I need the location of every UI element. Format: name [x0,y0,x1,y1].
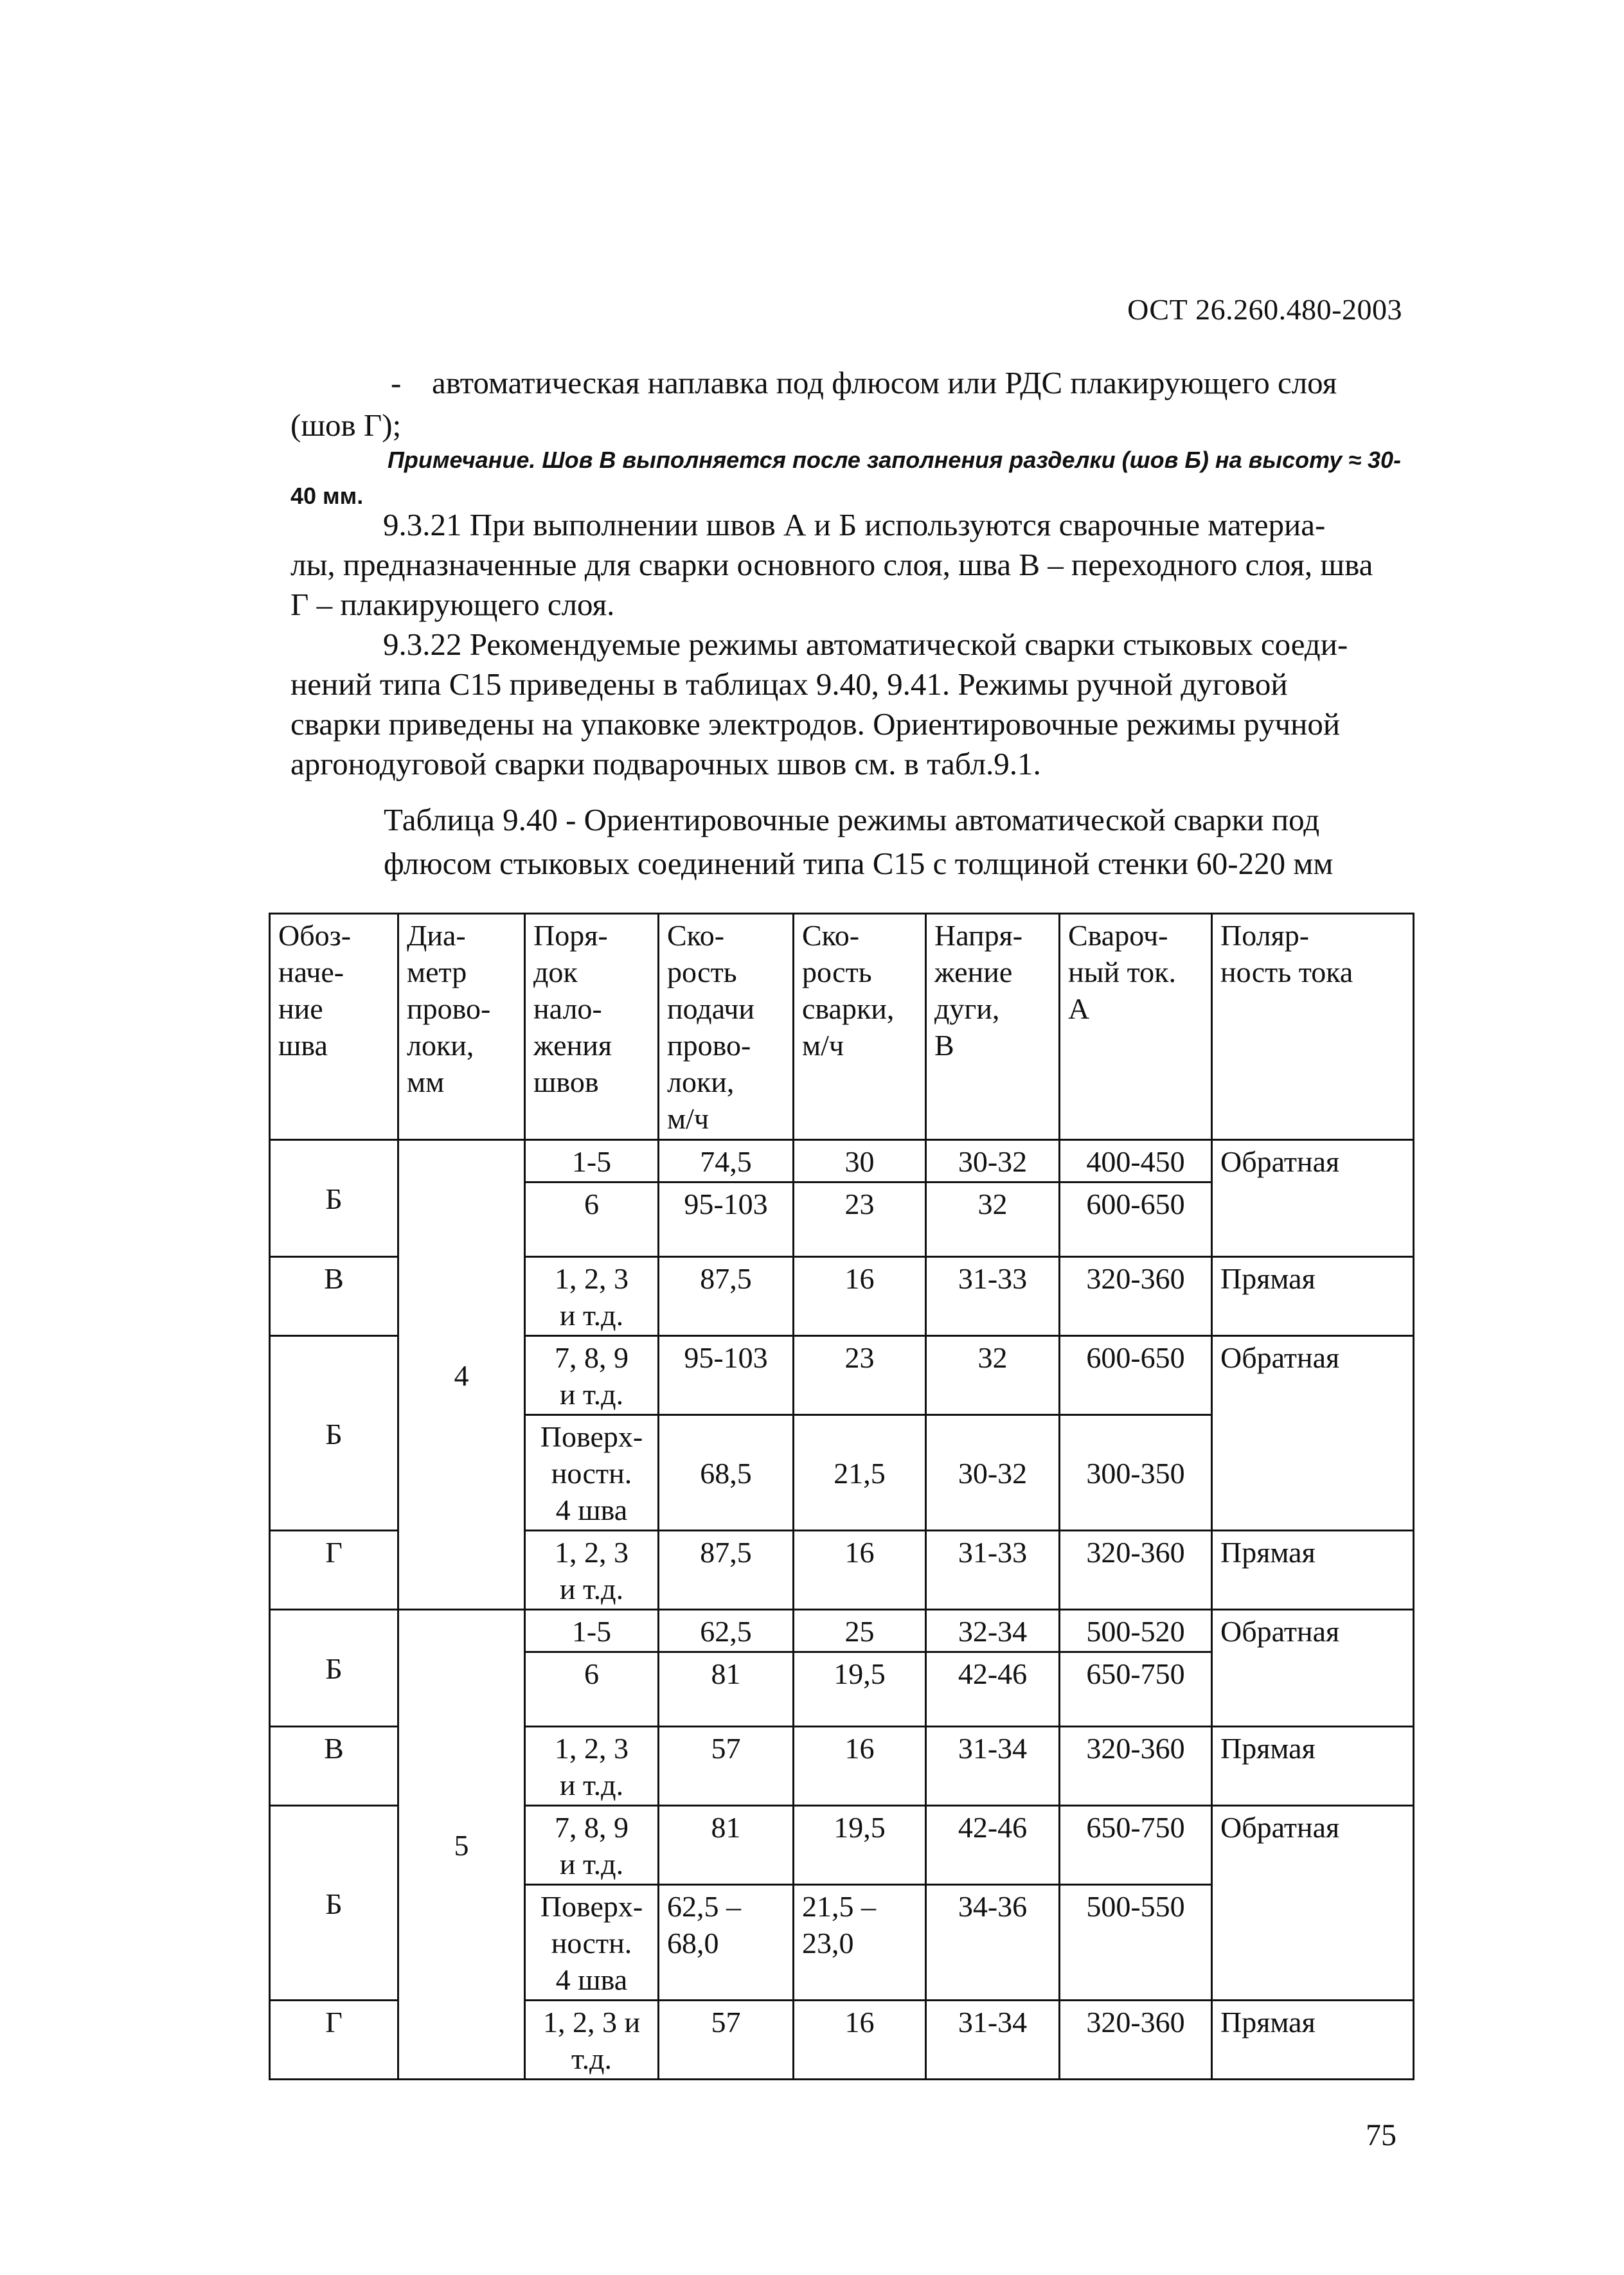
note-text: 40 мм. [290,483,364,509]
paragraph-line: лы, предназначенные для сварки основного слоя, шва В – переходного слоя, шва [290,547,1373,582]
polarity-cell: Обратная [1212,1336,1414,1531]
order-cell: 7, 8, 9 и т.д. [525,1336,659,1415]
speed-cell: 25 [794,1610,926,1652]
feed-cell: 62,5 [659,1610,794,1652]
order-cell: 1, 2, 3 и т.д. [525,2001,659,2080]
current-cell: 320-360 [1060,1727,1212,1806]
seam-cell: Б [270,1140,398,1257]
polarity-cell: Прямая [1212,2001,1414,2080]
table-header-row [270,914,1414,1140]
current-cell: 600-650 [1060,1182,1212,1257]
current-cell: 300-350 [1060,1415,1212,1531]
feed-cell: 74,5 [659,1140,794,1182]
feed-cell: 62,5 – 68,0 [659,1885,794,2001]
voltage-cell: 30-32 [926,1415,1060,1531]
feed-cell: 57 [659,1727,794,1806]
current-cell: 600-650 [1060,1336,1212,1415]
polarity-cell: Прямая [1212,1531,1414,1610]
paragraph-line: Г – плакирующего слоя. [290,587,615,622]
speed-cell: 19,5 [794,1652,926,1727]
voltage-cell: 32-34 [926,1610,1060,1652]
feed-cell: 87,5 [659,1257,794,1336]
header-welding-speed: Ско- рость сварки, м/ч [794,914,926,1140]
order-cell: 1, 2, 3 и т.д. [525,1257,659,1336]
current-cell: 650-750 [1060,1652,1212,1727]
speed-cell: 16 [794,1531,926,1610]
seam-cell: Г [270,1531,398,1610]
order-cell: Поверх- ностн. 4 шва [525,1885,659,2001]
current-cell: 320-360 [1060,1257,1212,1336]
order-cell: 6 [525,1652,659,1727]
speed-cell: 21,5 – 23,0 [794,1885,926,2001]
seam-cell: В [270,1727,398,1806]
speed-cell: 23 [794,1182,926,1257]
speed-cell: 21,5 [794,1415,926,1531]
seam-cell: В [270,1257,398,1336]
page-number: 75 [1366,2118,1396,2152]
order-cell: Поверх- ностн. 4 шва [525,1415,659,1531]
current-cell: 500-520 [1060,1610,1212,1652]
welding-modes-table [269,913,1414,2080]
order-cell: 1-5 [525,1140,659,1182]
voltage-cell: 32 [926,1182,1060,1257]
feed-cell: 95-103 [659,1336,794,1415]
paragraph-line: аргонодуговой сварки подварочных швов см. в табл.9.1. [290,746,1041,781]
voltage-cell: 31-33 [926,1257,1060,1336]
header-current: Свароч- ный ток. А [1060,914,1212,1140]
voltage-cell: 31-33 [926,1531,1060,1610]
paragraph-line: сварки приведены на упаковке электродов. Ориентировочные режимы ручной [290,706,1341,742]
seam-cell: Б [270,1806,398,2001]
speed-cell: 19,5 [794,1806,926,1885]
header-feed-speed: Ско- рость подачи прово- локи, м/ч [659,914,794,1140]
current-cell: 320-360 [1060,1531,1212,1610]
text-line: автоматическая наплавка под флюсом или РДС плакирующего слоя [432,365,1337,400]
feed-cell: 81 [659,1806,794,1885]
voltage-cell: 31-34 [926,2001,1060,2080]
paragraph-line: 9.3.22 Рекомендуемые режимы автоматической сварки стыковых соеди- [383,627,1348,662]
caption-line: Таблица 9.40 - Ориентировочные режимы автоматической сварки под [384,802,1320,837]
voltage-cell: 42-46 [926,1652,1060,1727]
current-cell: 500-550 [1060,1885,1212,2001]
speed-cell: 23 [794,1336,926,1415]
speed-cell: 16 [794,2001,926,2080]
current-cell: 400-450 [1060,1140,1212,1182]
feed-cell: 57 [659,2001,794,2080]
feed-cell: 81 [659,1652,794,1727]
text-line: (шов Г); [290,407,402,443]
seam-cell: Б [270,1336,398,1531]
feed-cell: 68,5 [659,1415,794,1531]
header-diameter: Диа- метр прово- локи, мм [398,914,525,1140]
seam-cell: Б [270,1610,398,1727]
polarity-cell: Обратная [1212,1140,1414,1257]
table-caption [384,798,1333,886]
caption-line: флюсом стыковых соединений типа С15 с толщиной стенки 60-220 мм [384,846,1334,881]
note-text: Примечание. Шов В выполняется после заполнения разделки (шов Б) на высоту ≈ 30- [388,447,1402,473]
speed-cell: 30 [794,1140,926,1182]
order-cell: 1, 2, 3 и т.д. [525,1727,659,1806]
header-voltage: Напря- жение дуги, В [926,914,1060,1140]
header-polarity: Поляр- ность тока [1212,914,1414,1140]
order-cell: 1, 2, 3 и т.д. [525,1531,659,1610]
order-cell: 7, 8, 9 и т.д. [525,1806,659,1885]
voltage-cell: 30-32 [926,1140,1060,1182]
polarity-cell: Обратная [1212,1610,1414,1727]
paragraph-line: 9.3.21 При выполнении швов А и Б используются сварочные материа- [383,507,1326,542]
voltage-cell: 34-36 [926,1885,1060,2001]
voltage-cell: 31-34 [926,1727,1060,1806]
diameter-cell: 5 [398,1610,525,2080]
document-code: ОСТ 26.260.480-2003 [1127,293,1402,326]
current-cell: 320-360 [1060,2001,1212,2080]
voltage-cell: 32 [926,1336,1060,1415]
list-bullet: - [391,365,402,400]
feed-cell: 87,5 [659,1531,794,1610]
table-row [270,1140,1414,1182]
diameter-cell: 4 [398,1140,525,1610]
seam-cell: Г [270,2001,398,2080]
table-row [270,1610,1414,1652]
order-cell: 6 [525,1182,659,1257]
current-cell: 650-750 [1060,1806,1212,1885]
paragraph-line: нений типа С15 приведены в таблицах 9.40, 9.41. Режимы ручной дуговой [290,666,1288,702]
speed-cell: 16 [794,1727,926,1806]
order-cell: 1-5 [525,1610,659,1652]
header-seam: Обоз- наче- ние шва [270,914,398,1140]
header-order: Поря- док нало- жения швов [525,914,659,1140]
polarity-cell: Прямая [1212,1727,1414,1806]
voltage-cell: 42-46 [926,1806,1060,1885]
feed-cell: 95-103 [659,1182,794,1257]
polarity-cell: Обратная [1212,1806,1414,2001]
polarity-cell: Прямая [1212,1257,1414,1336]
speed-cell: 16 [794,1257,926,1336]
